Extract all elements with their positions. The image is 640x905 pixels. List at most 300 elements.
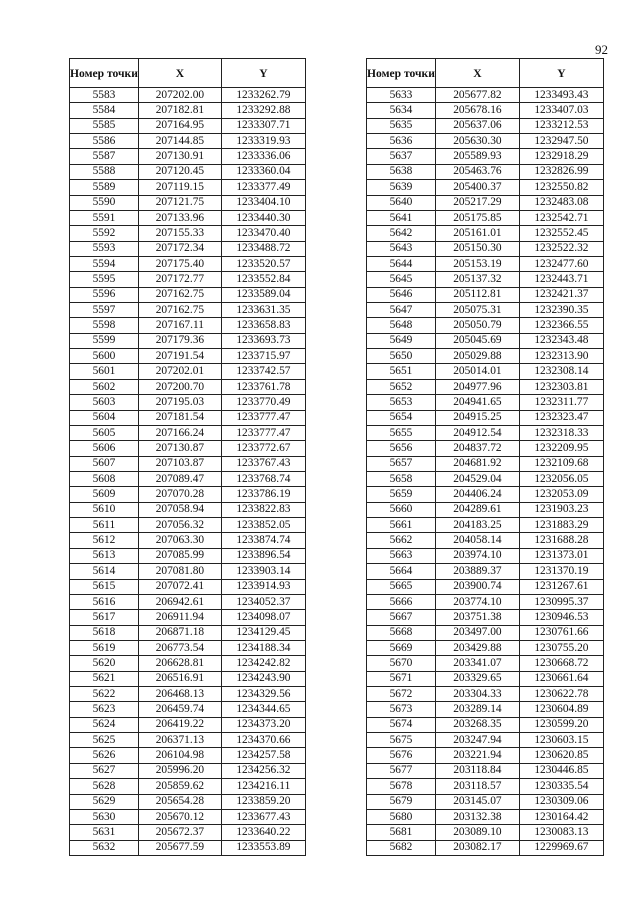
y-coordinate-cell: 1233407.03	[519, 103, 603, 118]
y-coordinate-cell: 1233307.71	[221, 118, 305, 133]
y-coordinate-cell: 1233768.74	[221, 471, 305, 486]
point-number-cell: 5624	[70, 717, 139, 732]
table-row	[367, 763, 604, 778]
table-row	[70, 241, 306, 256]
table-row	[367, 748, 604, 763]
y-coordinate-cell: 1232308.14	[519, 364, 603, 379]
y-coordinate-cell: 1234098.07	[221, 610, 305, 625]
point-number-cell: 5606	[70, 441, 139, 456]
point-number-cell: 5663	[367, 548, 436, 563]
x-coordinate-cell: 206773.54	[138, 640, 221, 655]
x-coordinate-cell: 205112.81	[435, 287, 519, 302]
table-body-right	[367, 88, 604, 856]
x-coordinate-cell: 207167.11	[138, 318, 221, 333]
table-row	[367, 364, 604, 379]
table-row	[70, 518, 306, 533]
point-number-cell: 5639	[367, 180, 436, 195]
x-coordinate-cell: 203221.94	[435, 748, 519, 763]
x-coordinate-cell: 207070.28	[138, 487, 221, 502]
x-coordinate-cell: 207085.99	[138, 548, 221, 563]
table-row	[367, 794, 604, 809]
table-row	[367, 379, 604, 394]
point-number-cell: 5627	[70, 763, 139, 778]
x-coordinate-cell: 207144.85	[138, 134, 221, 149]
table-row	[70, 625, 306, 640]
table-row	[70, 180, 306, 195]
y-coordinate-cell: 1233677.43	[221, 809, 305, 824]
point-number-cell: 5591	[70, 210, 139, 225]
y-coordinate-cell: 1234052.37	[221, 594, 305, 609]
x-coordinate-cell: 205672.37	[138, 825, 221, 840]
table-row	[367, 88, 604, 103]
point-number-cell: 5593	[70, 241, 139, 256]
y-coordinate-cell: 1232366.55	[519, 318, 603, 333]
table-row	[70, 794, 306, 809]
header-y: Y	[221, 59, 305, 88]
x-coordinate-cell: 204977.96	[435, 379, 519, 394]
y-coordinate-cell: 1232522.32	[519, 241, 603, 256]
y-coordinate-cell: 1233292.88	[221, 103, 305, 118]
y-coordinate-cell: 1232209.95	[519, 441, 603, 456]
table-row	[70, 88, 306, 103]
y-coordinate-cell: 1233822.83	[221, 502, 305, 517]
table-row	[70, 548, 306, 563]
x-coordinate-cell: 205859.62	[138, 779, 221, 794]
point-number-cell: 5604	[70, 410, 139, 425]
table-row	[367, 425, 604, 440]
x-coordinate-cell: 207103.87	[138, 456, 221, 471]
y-coordinate-cell: 1232056.05	[519, 471, 603, 486]
point-number-cell: 5601	[70, 364, 139, 379]
point-number-cell: 5640	[367, 195, 436, 210]
table-row	[70, 256, 306, 271]
y-coordinate-cell: 1233693.73	[221, 333, 305, 348]
y-coordinate-cell: 1234256.32	[221, 763, 305, 778]
table-row	[70, 733, 306, 748]
y-coordinate-cell: 1234257.58	[221, 748, 305, 763]
table-row	[70, 226, 306, 241]
coordinates-table-right	[366, 58, 604, 856]
point-number-cell: 5675	[367, 733, 436, 748]
x-coordinate-cell: 207056.32	[138, 518, 221, 533]
table-row	[70, 134, 306, 149]
table-row	[70, 164, 306, 179]
y-coordinate-cell: 1233896.54	[221, 548, 305, 563]
table-row	[70, 779, 306, 794]
x-coordinate-cell: 207164.95	[138, 118, 221, 133]
table-row	[367, 349, 604, 364]
x-coordinate-cell: 205137.32	[435, 272, 519, 287]
point-number-cell: 5669	[367, 640, 436, 655]
point-number-cell: 5636	[367, 134, 436, 149]
table-row	[367, 333, 604, 348]
x-coordinate-cell: 203132.38	[435, 809, 519, 824]
y-coordinate-cell: 1233631.35	[221, 303, 305, 318]
y-coordinate-cell: 1233859.20	[221, 794, 305, 809]
x-coordinate-cell: 207195.03	[138, 395, 221, 410]
x-coordinate-cell: 205463.76	[435, 164, 519, 179]
table-row	[367, 640, 604, 655]
y-coordinate-cell: 1232343.48	[519, 333, 603, 348]
x-coordinate-cell: 205217.29	[435, 195, 519, 210]
table-row	[367, 717, 604, 732]
point-number-cell: 5626	[70, 748, 139, 763]
y-coordinate-cell: 1233772.67	[221, 441, 305, 456]
y-coordinate-cell: 1234129.45	[221, 625, 305, 640]
table-row	[367, 564, 604, 579]
y-coordinate-cell: 1232826.99	[519, 164, 603, 179]
y-coordinate-cell: 1233336.06	[221, 149, 305, 164]
table-row	[70, 763, 306, 778]
table-row	[70, 748, 306, 763]
table-row	[367, 702, 604, 717]
table-row	[70, 149, 306, 164]
point-number-cell: 5615	[70, 579, 139, 594]
table-row	[70, 579, 306, 594]
y-coordinate-cell: 1233404.10	[221, 195, 305, 210]
x-coordinate-cell: 206468.13	[138, 687, 221, 702]
point-number-cell: 5630	[70, 809, 139, 824]
x-coordinate-cell: 207172.77	[138, 272, 221, 287]
x-coordinate-cell: 205678.16	[435, 103, 519, 118]
table-header-row	[70, 59, 306, 88]
table-row	[70, 840, 306, 855]
point-number-cell: 5658	[367, 471, 436, 486]
point-number-cell: 5607	[70, 456, 139, 471]
x-coordinate-cell: 203118.57	[435, 779, 519, 794]
table-row	[70, 564, 306, 579]
point-number-cell: 5655	[367, 425, 436, 440]
point-number-cell: 5625	[70, 733, 139, 748]
x-coordinate-cell: 205075.31	[435, 303, 519, 318]
y-coordinate-cell: 1233770.49	[221, 395, 305, 410]
y-coordinate-cell: 1233852.05	[221, 518, 305, 533]
x-coordinate-cell: 203118.84	[435, 763, 519, 778]
point-number-cell: 5598	[70, 318, 139, 333]
table-row	[367, 809, 604, 824]
table-row	[70, 364, 306, 379]
point-number-cell: 5635	[367, 118, 436, 133]
point-number-cell: 5603	[70, 395, 139, 410]
x-coordinate-cell: 207191.54	[138, 349, 221, 364]
x-coordinate-cell: 205175.85	[435, 210, 519, 225]
y-coordinate-cell: 1232542.71	[519, 210, 603, 225]
point-number-cell: 5651	[367, 364, 436, 379]
point-number-cell: 5652	[367, 379, 436, 394]
x-coordinate-cell: 204681.92	[435, 456, 519, 471]
table-row	[70, 640, 306, 655]
point-number-cell: 5602	[70, 379, 139, 394]
y-coordinate-cell: 1233777.47	[221, 410, 305, 425]
table-row	[367, 410, 604, 425]
y-coordinate-cell: 1232313.90	[519, 349, 603, 364]
y-coordinate-cell: 1233377.49	[221, 180, 305, 195]
x-coordinate-cell: 207182.81	[138, 103, 221, 118]
x-coordinate-cell: 205150.30	[435, 241, 519, 256]
table-row	[367, 318, 604, 333]
x-coordinate-cell: 204406.24	[435, 487, 519, 502]
table-row	[70, 395, 306, 410]
table-row	[367, 180, 604, 195]
y-coordinate-cell: 1232318.33	[519, 425, 603, 440]
table-row	[367, 210, 604, 225]
y-coordinate-cell: 1233212.53	[519, 118, 603, 133]
table-row	[367, 687, 604, 702]
y-coordinate-cell: 1230446.85	[519, 763, 603, 778]
x-coordinate-cell: 205677.59	[138, 840, 221, 855]
x-coordinate-cell: 206419.22	[138, 717, 221, 732]
point-number-cell: 5641	[367, 210, 436, 225]
y-coordinate-cell: 1231370.19	[519, 564, 603, 579]
table-row	[70, 118, 306, 133]
y-coordinate-cell: 1230083.13	[519, 825, 603, 840]
x-coordinate-cell: 203889.37	[435, 564, 519, 579]
x-coordinate-cell: 207058.94	[138, 502, 221, 517]
table-row	[70, 379, 306, 394]
x-coordinate-cell: 203900.74	[435, 579, 519, 594]
y-coordinate-cell: 1233520.57	[221, 256, 305, 271]
point-number-cell: 5613	[70, 548, 139, 563]
x-coordinate-cell: 207081.80	[138, 564, 221, 579]
x-coordinate-cell: 204912.54	[435, 425, 519, 440]
x-coordinate-cell: 207179.36	[138, 333, 221, 348]
y-coordinate-cell: 1230335.54	[519, 779, 603, 794]
point-number-cell: 5616	[70, 594, 139, 609]
y-coordinate-cell: 1231688.28	[519, 533, 603, 548]
point-number-cell: 5659	[367, 487, 436, 502]
point-number-cell: 5594	[70, 256, 139, 271]
y-coordinate-cell: 1231903.23	[519, 502, 603, 517]
x-coordinate-cell: 207089.47	[138, 471, 221, 486]
table-row	[367, 779, 604, 794]
y-coordinate-cell: 1234188.34	[221, 640, 305, 655]
table-row	[367, 395, 604, 410]
point-number-cell: 5642	[367, 226, 436, 241]
point-number-cell: 5656	[367, 441, 436, 456]
x-coordinate-cell: 204289.61	[435, 502, 519, 517]
y-coordinate-cell: 1231883.29	[519, 518, 603, 533]
y-coordinate-cell: 1230755.20	[519, 640, 603, 655]
x-coordinate-cell: 204837.72	[435, 441, 519, 456]
x-coordinate-cell: 207200.70	[138, 379, 221, 394]
y-coordinate-cell: 1234370.66	[221, 733, 305, 748]
x-coordinate-cell: 207120.45	[138, 164, 221, 179]
point-number-cell: 5614	[70, 564, 139, 579]
y-coordinate-cell: 1230620.85	[519, 748, 603, 763]
point-number-cell: 5585	[70, 118, 139, 133]
y-coordinate-cell: 1230599.20	[519, 717, 603, 732]
header-x: X	[435, 59, 519, 88]
table-row	[367, 625, 604, 640]
x-coordinate-cell: 207133.96	[138, 210, 221, 225]
table-row	[70, 287, 306, 302]
x-coordinate-cell: 207202.01	[138, 364, 221, 379]
point-number-cell: 5599	[70, 333, 139, 348]
point-number-cell: 5668	[367, 625, 436, 640]
header-y: Y	[519, 59, 603, 88]
x-coordinate-cell: 206371.13	[138, 733, 221, 748]
x-coordinate-cell: 206628.81	[138, 656, 221, 671]
table-row	[70, 594, 306, 609]
x-coordinate-cell: 204915.25	[435, 410, 519, 425]
point-number-cell: 5629	[70, 794, 139, 809]
point-number-cell: 5681	[367, 825, 436, 840]
table-row	[367, 303, 604, 318]
header-x: X	[138, 59, 221, 88]
x-coordinate-cell: 203774.10	[435, 594, 519, 609]
table-row	[367, 256, 604, 271]
x-coordinate-cell: 203089.10	[435, 825, 519, 840]
y-coordinate-cell: 1231267.61	[519, 579, 603, 594]
table-row	[367, 456, 604, 471]
x-coordinate-cell: 203329.65	[435, 671, 519, 686]
point-number-cell: 5596	[70, 287, 139, 302]
table-row	[367, 671, 604, 686]
y-coordinate-cell: 1232483.08	[519, 195, 603, 210]
y-coordinate-cell: 1232443.71	[519, 272, 603, 287]
y-coordinate-cell: 1233914.93	[221, 579, 305, 594]
x-coordinate-cell: 205654.28	[138, 794, 221, 809]
table-row	[367, 226, 604, 241]
point-number-cell: 5660	[367, 502, 436, 517]
table-row	[367, 164, 604, 179]
point-number-cell: 5667	[367, 610, 436, 625]
page-number: 92	[595, 42, 608, 57]
y-coordinate-cell: 1232550.82	[519, 180, 603, 195]
point-number-cell: 5618	[70, 625, 139, 640]
x-coordinate-cell: 207155.33	[138, 226, 221, 241]
point-number-cell: 5620	[70, 656, 139, 671]
y-coordinate-cell: 1233589.04	[221, 287, 305, 302]
y-coordinate-cell: 1234216.11	[221, 779, 305, 794]
point-number-cell: 5676	[367, 748, 436, 763]
table-row	[367, 656, 604, 671]
table-row	[70, 809, 306, 824]
x-coordinate-cell: 203974.10	[435, 548, 519, 563]
point-number-cell: 5608	[70, 471, 139, 486]
y-coordinate-cell: 1233553.89	[221, 840, 305, 855]
table-row	[70, 825, 306, 840]
x-coordinate-cell: 207130.91	[138, 149, 221, 164]
y-coordinate-cell: 1234344.65	[221, 702, 305, 717]
table-row	[367, 533, 604, 548]
point-number-cell: 5583	[70, 88, 139, 103]
x-coordinate-cell: 203289.14	[435, 702, 519, 717]
x-coordinate-cell: 205677.82	[435, 88, 519, 103]
y-coordinate-cell: 1230622.78	[519, 687, 603, 702]
x-coordinate-cell: 207202.00	[138, 88, 221, 103]
x-coordinate-cell: 207121.75	[138, 195, 221, 210]
table-row	[367, 441, 604, 456]
y-coordinate-cell: 1230164.42	[519, 809, 603, 824]
y-coordinate-cell: 1232421.37	[519, 287, 603, 302]
point-number-cell: 5588	[70, 164, 139, 179]
point-number-cell: 5645	[367, 272, 436, 287]
table-row	[70, 318, 306, 333]
x-coordinate-cell: 204058.14	[435, 533, 519, 548]
y-coordinate-cell: 1233262.79	[221, 88, 305, 103]
y-coordinate-cell: 1230668.72	[519, 656, 603, 671]
y-coordinate-cell: 1233767.43	[221, 456, 305, 471]
y-coordinate-cell: 1232323.47	[519, 410, 603, 425]
table-row	[367, 134, 604, 149]
point-number-cell: 5674	[367, 717, 436, 732]
y-coordinate-cell: 1232390.35	[519, 303, 603, 318]
point-number-cell: 5679	[367, 794, 436, 809]
x-coordinate-cell: 203082.17	[435, 840, 519, 855]
y-coordinate-cell: 1232918.29	[519, 149, 603, 164]
y-coordinate-cell: 1233903.14	[221, 564, 305, 579]
point-number-cell: 5646	[367, 287, 436, 302]
point-number-cell: 5623	[70, 702, 139, 717]
point-number-cell: 5610	[70, 502, 139, 517]
y-coordinate-cell: 1234329.56	[221, 687, 305, 702]
table-row	[367, 241, 604, 256]
table-row	[367, 825, 604, 840]
x-coordinate-cell: 205050.79	[435, 318, 519, 333]
table-row	[367, 471, 604, 486]
y-coordinate-cell: 1233715.97	[221, 349, 305, 364]
table-row	[367, 118, 604, 133]
point-number-cell: 5619	[70, 640, 139, 655]
x-coordinate-cell: 205045.69	[435, 333, 519, 348]
y-coordinate-cell: 1232552.45	[519, 226, 603, 241]
y-coordinate-cell: 1233360.04	[221, 164, 305, 179]
x-coordinate-cell: 206911.94	[138, 610, 221, 625]
x-coordinate-cell: 207175.40	[138, 256, 221, 271]
point-number-cell: 5661	[367, 518, 436, 533]
table-row	[70, 687, 306, 702]
table-row	[367, 272, 604, 287]
table-body-left	[70, 88, 306, 856]
x-coordinate-cell: 206516.91	[138, 671, 221, 686]
table-row	[70, 103, 306, 118]
x-coordinate-cell: 203304.33	[435, 687, 519, 702]
point-number-cell: 5633	[367, 88, 436, 103]
table-row	[70, 471, 306, 486]
table-row	[367, 149, 604, 164]
x-coordinate-cell: 206942.61	[138, 594, 221, 609]
point-number-cell: 5590	[70, 195, 139, 210]
point-number-cell: 5609	[70, 487, 139, 502]
y-coordinate-cell: 1229969.67	[519, 840, 603, 855]
x-coordinate-cell: 205996.20	[138, 763, 221, 778]
point-number-cell: 5587	[70, 149, 139, 164]
x-coordinate-cell: 205029.88	[435, 349, 519, 364]
point-number-cell: 5600	[70, 349, 139, 364]
table-row	[367, 610, 604, 625]
table-row	[70, 425, 306, 440]
table-row	[70, 671, 306, 686]
point-number-cell: 5650	[367, 349, 436, 364]
y-coordinate-cell: 1230995.37	[519, 594, 603, 609]
point-number-cell: 5647	[367, 303, 436, 318]
point-number-cell: 5628	[70, 779, 139, 794]
point-number-cell: 5634	[367, 103, 436, 118]
y-coordinate-cell: 1233761.78	[221, 379, 305, 394]
point-number-cell: 5673	[367, 702, 436, 717]
point-number-cell: 5586	[70, 134, 139, 149]
table-row	[70, 410, 306, 425]
point-number-cell: 5649	[367, 333, 436, 348]
x-coordinate-cell: 207119.15	[138, 180, 221, 195]
y-coordinate-cell: 1234373.20	[221, 717, 305, 732]
x-coordinate-cell: 205637.06	[435, 118, 519, 133]
point-number-cell: 5670	[367, 656, 436, 671]
header-point-number: Номер точки	[70, 59, 139, 88]
x-coordinate-cell: 205670.12	[138, 809, 221, 824]
table-row	[70, 349, 306, 364]
